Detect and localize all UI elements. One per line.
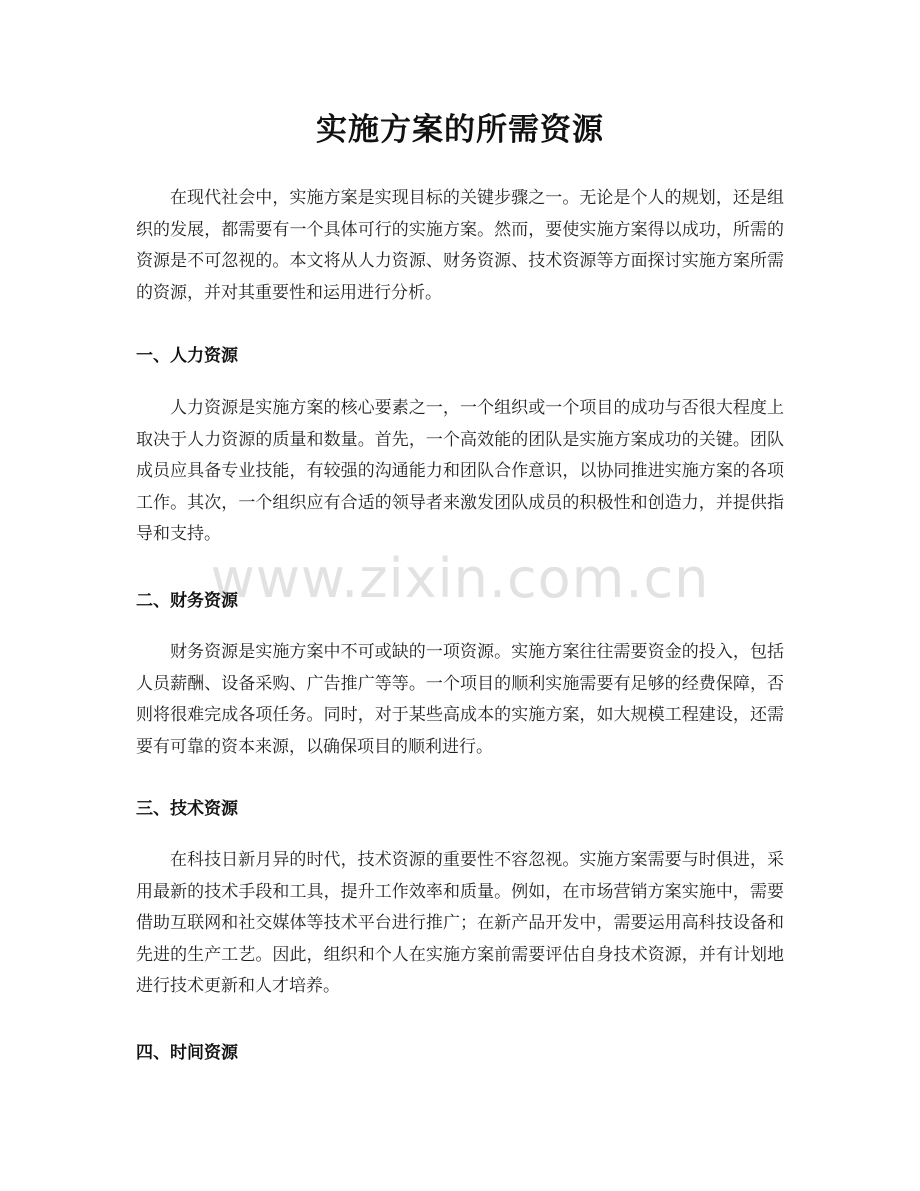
watermark: www.zixin.com.cn: [210, 547, 710, 610]
section-heading-time-resources: 四、时间资源: [136, 1043, 238, 1063]
document-title: 实施方案的所需资源: [316, 112, 604, 148]
section-body-human-resources: 人力资源是实施方案的核心要素之一，一个组织或一个项目的成功与否很大程度上取决于人力资源的质量和数量。首先，一个高效能的团队是实施方案成功的关键。团队成员应具备专业技能，有较强的沟通能力和团队合作意识，以协同推进实施方案的各项工作。其次，一个组织应有合适的领导者来激发团队成员的积极性和创造力，并提供指导和支持。: [136, 398, 784, 544]
intro-paragraph: 在现代社会中，实施方案是实现目标的关键步骤之一。无论是个人的规划，还是组织的发展，都需要有一个具体可行的实施方案。然而，要使实施方案得以成功，所需的资源是不可忽视的。本文将从人力资源、财务资源、技术资源等方面探讨实施方案所需的资源，并对其重要性和运用进行分析。: [136, 188, 784, 303]
section-heading-human-resources: 一、人力资源: [136, 346, 238, 366]
section-body-financial-resources: 财务资源是实施方案中不可或缺的一项资源。实施方案往往需要资金的投入，包括人员薪酬、设备采购、广告推广等等。一个项目的顺利实施需要有足够的经费保障，否则将很难完成各项任务。同时，对于某些高成本的实施方案，如大规模工程建设，还需要有可靠的资本来源，以确保项目的顺利进行。: [136, 642, 784, 757]
section-heading-technical-resources: 三、技术资源: [136, 799, 238, 819]
section-heading-financial-resources: 二、财务资源: [136, 591, 238, 611]
section-body-technical-resources: 在科技日新月异的时代，技术资源的重要性不容忽视。实施方案需要与时俱进，采用最新的技术手段和工具，提升工作效率和质量。例如，在市场营销方案实施中，需要借助互联网和社交媒体等技术平台进行推广；在新产品开发中，需要运用高科技设备和先进的生产工艺。因此，组织和个人在实施方案前需要评估自身技术资源，并有计划地进行技术更新和人才培养。: [136, 850, 784, 996]
